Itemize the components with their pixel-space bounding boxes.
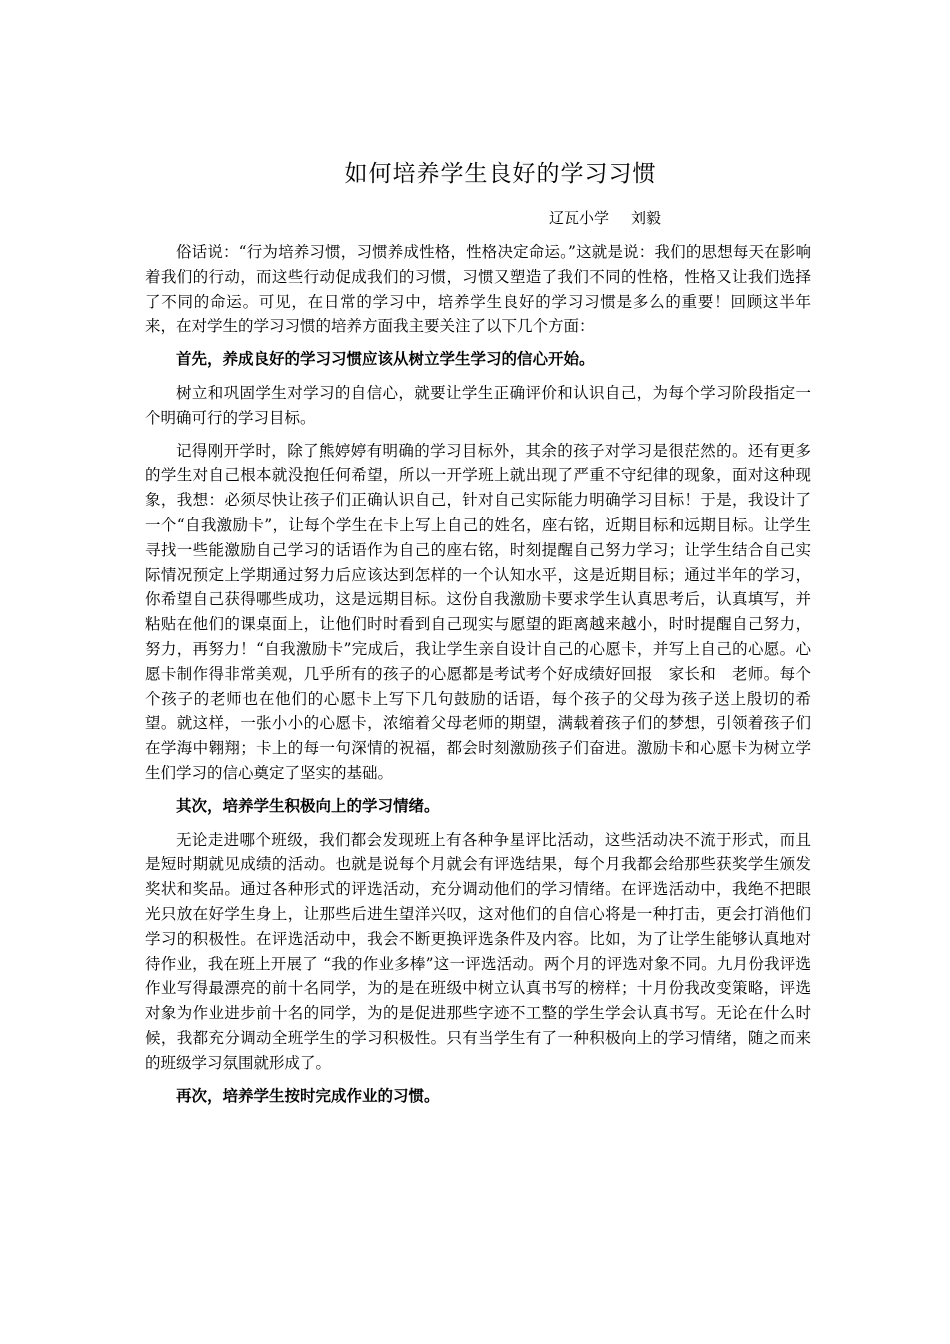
author-name: 刘毅 xyxy=(630,209,661,227)
section-heading-third: 再次，培养学生按时完成作业的习惯。 xyxy=(176,1085,440,1105)
body-paragraph: 树立和巩固学生对学习的自信心，就要让学生正确评价和认识自己，为每个学习阶段指定一个明确可行的学习目标。 xyxy=(145,383,811,427)
author-line xyxy=(145,204,661,232)
section-heading-second: 其次，培养学生积极向上的学习情绪。 xyxy=(176,795,440,815)
body-paragraph: 无论走进哪个班级，我们都会发现班上有各种争星评比活动，这些活动决不流于形式，而且是短时期就见成绩的活动。也就是说每个月就会有评选结果，每个月我都会给那些获奖学生颁发奖状和奖品。通过各种形式的评选活动，充分调动他们的学习情绪。在评选活动中，我绝不把眼光只放在好学生身上，让那些后进生望洋兴叹，这对他们的自信心将是一种打击，更会打消他们学习的积极性。在评选活动中，我会不断更换评选条件及内容。比如，为了让学生能够认真地对待作业，我在班上开展了 “我的作业多棒”这一评选活动。两个月的评选对象不同。九月份我评选作业写得最漂亮的前十名同学，为的是在班级中树立认真书写的榜样；十月份我改变策略，评选对象为作业进步前十名的同学，为的是促进那些字迹不工整的学生学会认真书写。无论在什么时候，我都充分调动全班学生的学习积极性。只有当学生有了一种积极向上的学习情绪，随之而来的班级学习氛围就形成了。 xyxy=(145,830,811,1072)
section-heading-first: 首先，养成良好的学习习惯应该从树立学生学习的信心开始。 xyxy=(176,349,595,369)
document-page xyxy=(145,150,811,1117)
document-title: 如何培养学生良好的学习习惯 xyxy=(344,161,657,187)
body-paragraph: 记得刚开学时，除了熊婷婷有明确的学习目标外，其余的孩子对学习是很茫然的。还有更多的学生对自己根本就没抱任何希望，所以一开学班上就出现了严重不守纪律的现象，面对这种现象，我想：必须尽快让孩子们正确认识自己，针对自己实际能力明确学习目标！于是，我设计了一个“自我激励卡”，让每个学生在卡上写上自己的姓名，座右铭，近期目标和远期目标。让学生寻找一些能激励自己学习的话语作为自己的座右铭，时刻提醒自己努力学习；让学生结合自己实际情况预定上学期通过努力后应该达到怎样的一个认知水平，这是近期目标；通过半年的学习，你希望自己获得哪些成功，这是远期目标。这份自我激励卡要求学生认真思考后，认真填写，并粘贴在他们的课桌面上，让他们时时看到自己现实与愿望的距离越来越小，时时提醒自己努力，努力，再努力！“自我激励卡”完成后，我让学生亲自设计自己的心愿卡，并写上自己的心愿。心愿卡制作得非常美观，几乎所有的孩子的心愿都是考试考个好成绩好回报 家长和 老师。每个个孩子的老师也在他们的心愿卡上写下几句鼓励的话语，每个孩子的父母为孩子送上殷切的希望。就这样，一张小小的心愿卡，浓缩着父母老师的期望，满载着孩子们的梦想，引领着孩子们在学海中翱翔；卡上的每一句深情的祝福，都会时刻激励孩子们奋进。激励卡和心愿卡为树立学生们学习的信心奠定了坚实的基础。 xyxy=(145,441,811,782)
school-name: 辽瓦小学 xyxy=(548,209,609,227)
intro-paragraph: 俗话说：“行为培养习惯，习惯养成性格，性格决定命运。”这就是说：我们的思想每天在影响着我们的行动，而这些行动促成我们的习惯，习惯又塑造了我们不同的性格，性格又让我们选择了不同的命运。可见，在日常的学习中，培养学生良好的学习习惯是多么的重要！回顾这半年来，在对学生的学习习惯的培养方面我主要关注了以下几个方面： xyxy=(145,243,811,336)
